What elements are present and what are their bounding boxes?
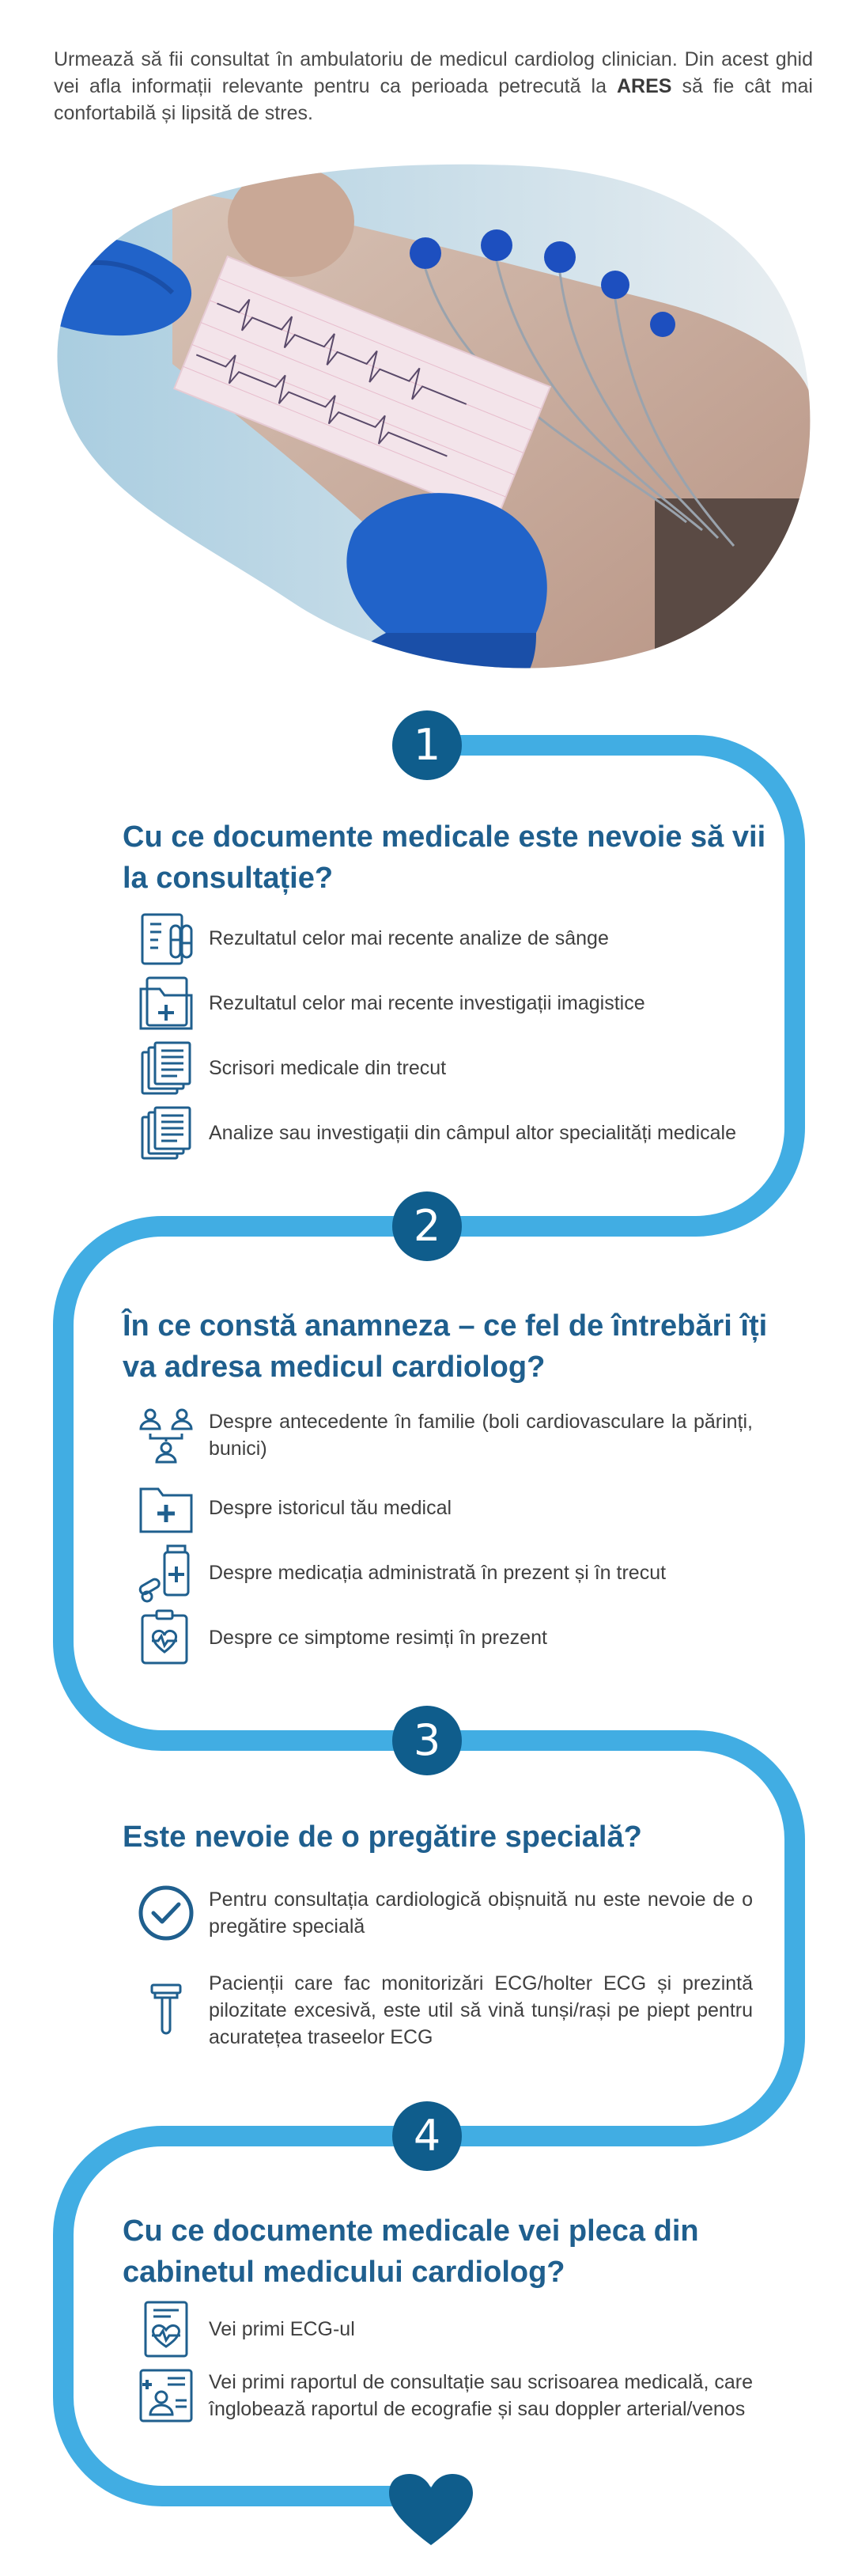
item-text: Vei primi ECG-ul bbox=[209, 2318, 355, 2340]
item-text: Despre medicația administrată în prezent și în trecut bbox=[209, 1562, 667, 1584]
intro-text: Urmează să fii consultat în ambulatoriu de medicul cardiolog clinician. Din acest ghid vei afla informații relevante pentru ca perioada petrecută la bbox=[54, 48, 813, 97]
intro-text-end: să fie cât mai confortabilă și lipsită de stres. bbox=[54, 75, 813, 124]
documents-icon bbox=[136, 1038, 196, 1098]
list-item bbox=[136, 1038, 753, 1098]
step-4-badge: 4 bbox=[392, 2101, 462, 2171]
item-text: Scrisori medicale din trecut bbox=[209, 1057, 447, 1079]
list-item bbox=[136, 1405, 753, 1465]
ecg-report-icon bbox=[136, 2299, 196, 2359]
documents-icon bbox=[136, 1103, 196, 1163]
item-text: Despre ce simptome resimți în prezent bbox=[209, 1627, 547, 1649]
imaging-folder-icon bbox=[136, 973, 196, 1033]
list-item bbox=[136, 1883, 753, 1943]
list-item bbox=[136, 908, 753, 968]
list-item bbox=[136, 1103, 753, 1163]
razor-icon bbox=[136, 1980, 196, 2040]
section-4-title: Cu ce documente medicale vei pleca din cabinetul medicului cardiolog? bbox=[123, 2214, 699, 2289]
list-item bbox=[136, 2366, 753, 2426]
section-2-title: În ce constă anamneza – ce fel de întrebări îți va adresa medicul cardiolog? bbox=[123, 1309, 768, 1384]
item-text: Pentru consultația cardiologică obișnuită nu este nevoie de o pregătire specială bbox=[209, 1888, 753, 1938]
list-item bbox=[136, 2299, 753, 2359]
item-text: Rezultatul celor mai recente analize de sânge bbox=[209, 927, 609, 949]
item-text: Vei primi raportul de consultație sau scrisoarea medicală, care înglobează raportul de ecografie și sau doppler arterial/venos bbox=[209, 2371, 753, 2420]
check-circle-icon bbox=[136, 1883, 196, 1943]
list-item bbox=[136, 1543, 753, 1603]
section-1-title: Cu ce documente medicale este nevoie să vii la consultație? bbox=[123, 820, 766, 895]
step-3-badge: 3 bbox=[392, 1706, 462, 1775]
list-item bbox=[136, 1478, 753, 1538]
list-item bbox=[136, 1608, 753, 1668]
heart-icon bbox=[387, 2472, 474, 2548]
step-1-badge: 1 bbox=[392, 710, 462, 780]
item-text: Pacienții care fac monitorizări ECG/holter ECG și prezintă pilozitate excesivă, este util să vină tunși/rași pe piept pentru acuratețea traseelor ECG bbox=[209, 1972, 753, 2048]
blood-tests-icon bbox=[136, 908, 196, 968]
list-item bbox=[136, 1970, 753, 2051]
symptoms-icon bbox=[136, 1608, 196, 1668]
doctor-report-icon bbox=[136, 2366, 196, 2426]
item-text: Rezultatul celor mai recente investigații imagistice bbox=[209, 992, 645, 1014]
item-text: Analize sau investigații din câmpul altor specialități medicale bbox=[209, 1122, 737, 1144]
brand-name: ARES bbox=[617, 75, 672, 97]
medical-folder-icon bbox=[136, 1478, 196, 1538]
list-item bbox=[136, 973, 753, 1033]
item-text: Despre antecedente în familie (boli cardiovasculare la părinți, bunici) bbox=[209, 1411, 753, 1460]
family-icon bbox=[136, 1405, 196, 1465]
medication-icon bbox=[136, 1543, 196, 1603]
step-2-badge: 2 bbox=[392, 1191, 462, 1261]
section-3-title: Este nevoie de o pregătire specială? bbox=[123, 1820, 642, 1854]
item-text: Despre istoricul tău medical bbox=[209, 1497, 452, 1519]
